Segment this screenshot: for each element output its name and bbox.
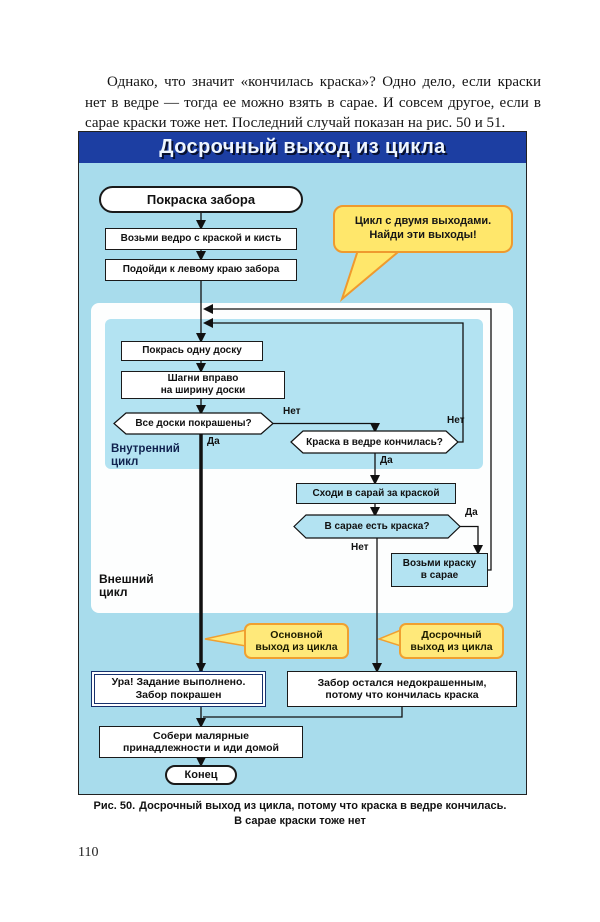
step-collect-tools-line2: принадлежности и иди домой <box>122 742 279 754</box>
callout-early-exit-line2: выход из цикла <box>410 641 493 653</box>
inner-loop-label <box>111 443 180 469</box>
step-go-left-edge-label: Подойди к левому краю забора <box>122 264 280 276</box>
callout-main-exit-line1: Основной <box>270 628 323 641</box>
callout-early-exit <box>399 623 504 659</box>
figure-caption-line1 <box>0 799 600 814</box>
end-node-label: Конец <box>184 768 218 781</box>
flowchart-title: Досрочный выход из цикла <box>159 136 446 158</box>
hint-bubble <box>333 205 513 253</box>
decision-paint-out-label: Краска в ведре кончилась? <box>306 436 443 448</box>
outcome-fail <box>287 671 517 707</box>
step-take-paint-shed <box>391 553 488 587</box>
callout-main-exit <box>244 623 349 659</box>
start-node-label: Покраска забора <box>146 191 256 207</box>
branch-yes-all-painted: Да <box>207 436 220 447</box>
step-take-bucket-label: Возьми ведро с краской и кисть <box>120 233 282 245</box>
flowchart-body <box>79 163 526 794</box>
branch-no-all-painted: Нет <box>283 406 301 417</box>
step-collect-tools <box>99 726 303 758</box>
decision-shed-paint-label: В сарае есть краска? <box>324 521 430 532</box>
step-move-right <box>121 371 285 399</box>
outer-loop-label <box>99 573 154 600</box>
decision-all-painted <box>114 413 273 434</box>
hint-bubble-line2: Найди эти выходы! <box>369 229 477 241</box>
step-collect-tools-line1: Собери малярные <box>153 729 249 742</box>
callout-main-exit-line2: выход из цикла <box>255 641 338 653</box>
outcome-success-line2: Забор покрашен <box>135 689 222 701</box>
step-take-paint-line1: Возьми краску <box>402 558 477 570</box>
step-paint-board-label: Покрась одну доску <box>142 345 242 357</box>
branch-no-paint-out: Нет <box>447 415 465 426</box>
end-node <box>165 765 237 785</box>
outer-loop-label-line1: Внешний <box>99 572 154 586</box>
intro-paragraph: Однако, что значит «кончилась краска»? Одно дело, если краски нет в ведре — тогда ее можно взять в сарае. И совсем другое, если в сарае краски тоже нет. Последний случай показан на рис. 50 и 51. <box>85 74 541 132</box>
callout-early-exit-line1: Досрочный <box>421 628 482 641</box>
step-go-shed-label: Сходи в сарай за краской <box>312 487 440 499</box>
decision-all-painted-label: Все доски покрашены? <box>135 418 252 429</box>
outer-loop-label-line2: цикл <box>99 585 128 600</box>
flowchart-header <box>79 132 526 163</box>
decision-paint-out <box>291 431 458 453</box>
step-go-shed <box>296 483 456 504</box>
branch-no-shed-paint: Нет <box>351 542 369 553</box>
outcome-fail-line2: потому что кончилась краска <box>325 689 479 701</box>
start-node <box>99 186 303 213</box>
step-move-right-line1: Шагни вправо <box>167 373 239 385</box>
inner-loop-label-line1: Внутренний <box>111 443 180 455</box>
branch-yes-shed-paint: Да <box>465 507 478 518</box>
hint-bubble-line1: Цикл с двумя выходами. <box>354 215 492 228</box>
outcome-success <box>91 671 266 707</box>
step-go-left-edge <box>105 259 297 281</box>
decision-shed-paint <box>294 515 460 538</box>
step-move-right-line2: на ширину доски <box>160 385 246 396</box>
figure-caption-line2: В сарае краски тоже нет <box>234 814 366 827</box>
step-take-paint-line2: в сарае <box>420 570 459 581</box>
outcome-fail-line1: Забор остался недокрашенным, <box>317 676 487 689</box>
outcome-success-line1: Ура! Задание выполнено. <box>111 676 246 689</box>
figure-caption <box>0 799 600 829</box>
outcome-success-frame <box>94 674 263 704</box>
branch-yes-paint-out: Да <box>380 455 393 466</box>
flowchart-panel <box>78 131 527 795</box>
step-paint-board <box>121 341 263 361</box>
page-number: 110 <box>78 845 99 860</box>
figure-caption-number: Рис. 50. <box>93 800 136 812</box>
step-take-bucket <box>105 228 297 250</box>
inner-loop-label-line2: цикл <box>111 455 139 468</box>
figure-caption-text: Досрочный выход из цикла, потому что краска в ведре кончилась. <box>139 800 507 812</box>
